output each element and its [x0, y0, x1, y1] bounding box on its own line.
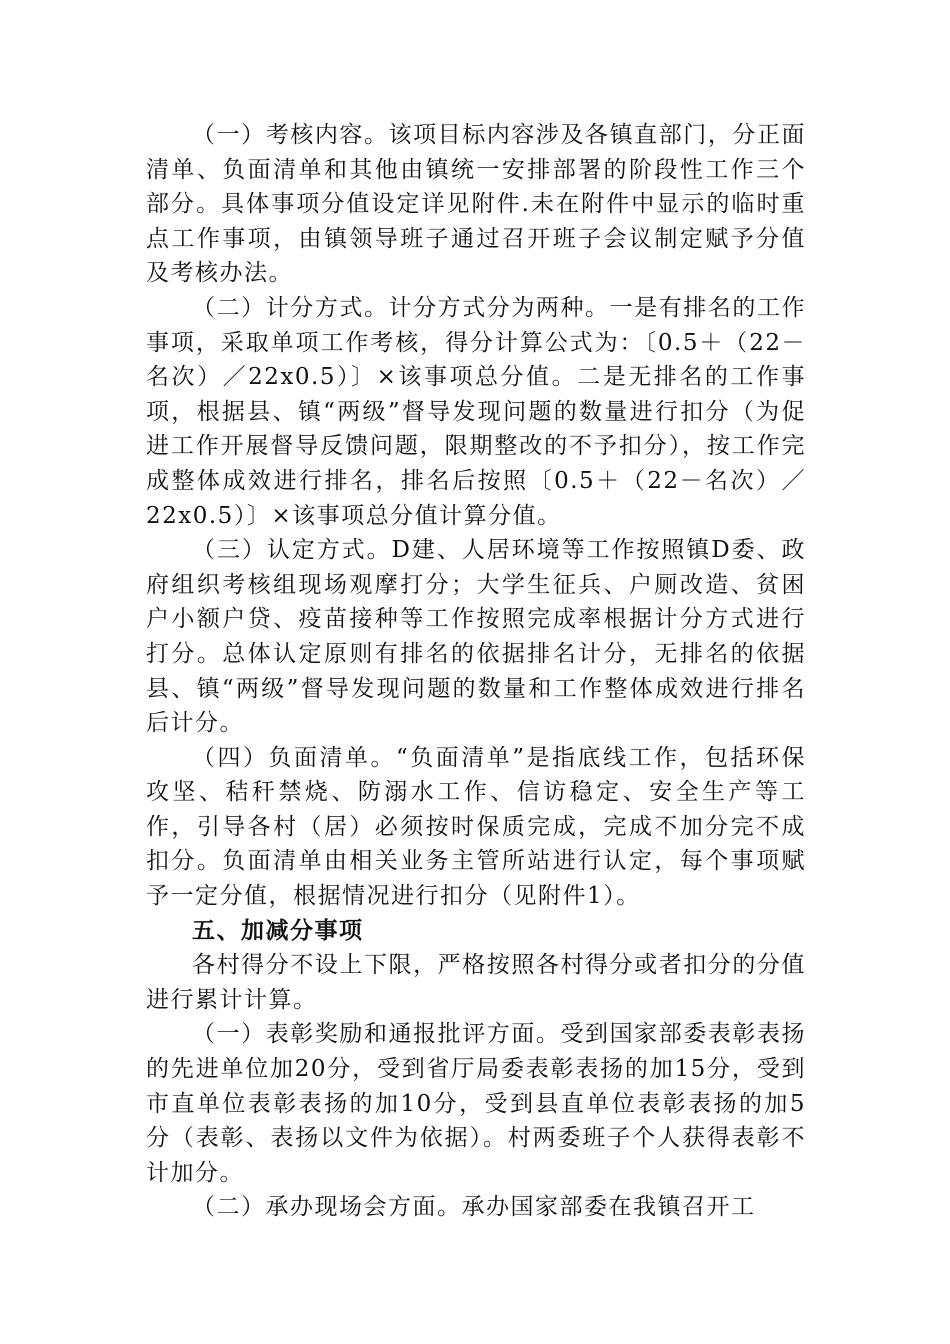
section-heading-bonus-deduction: 五、加减分事项: [192, 917, 364, 944]
paragraph-hosting-meetings: （二）承办现场会方面。承办国家部委在我镇召开工: [192, 1194, 756, 1221]
paragraph-determination-method: （三）认定方式。D建、人居环境等工作按照镇D委、政府组织考核组现场观摩打分；大学生征兵、户厕改造、贫困户小额户贷、疫苗接种等工作按照完成率根据计分方式进行打分。总体认定原则有排名的依据排名计分，无排名的依据县、镇“两级”督导发现问题的数量和工作整体成效进行排名后计分。: [146, 537, 806, 737]
paragraph-bonus-intro: 各村得分不设上下限，严格按照各村得分或者扣分的分值进行累计计算。: [146, 952, 806, 1013]
paragraph-negative-list: （四）负面清单。“负面清单”是指底线工作，包括环保攻坚、秸秆禁烧、防溺水工作、信访稳定、安全生产等工作，引导各村（居）必须按时保质完成，完成不加分完不成扣分。负面清单由相关业务主管所站进行认定，每个事项赋予一定分值，根据情况进行扣分（见附件1）。: [146, 744, 806, 910]
document-page: [146, 118, 806, 1225]
paragraph-commendation: （一）表彰奖励和通报批评方面。受到国家部委表彰表扬的先进单位加20分，受到省厅局委表彰表扬的加15分，受到市直单位表彰表扬的加10分，受到县直单位表彰表扬的加5分（表彰、表扬以文件为依据）。村两委班子个人获得表彰不计加分。: [146, 1021, 806, 1186]
paragraph-assessment-content: （一）考核内容。该项目标内容涉及各镇直部门，分正面清单、负面清单和其他由镇统一安排部署的阶段性工作三个部分。具体事项分值设定详见附件.未在附件中显示的临时重点工作事项，由镇领导班子通过召开班子会议制定赋予分值及考核办法。: [146, 122, 806, 287]
paragraph-scoring-method: （二）计分方式。计分方式分为两种。一是有排名的工作事项，采取单项工作考核，得分计算公式为：〔0.5＋（22－名次）／22x0.5）〕×该事项总分值。二是无排名的工作事项，根据县、镇“两级”督导发现问题的数量进行扣分（为促进工作开展督导反馈问题，限期整改的不予扣分），按工作完成整体成效进行排名，排名后按照〔0.5＋（22－名次）／22x0.5）〕×该事项总分值计算分值。: [146, 294, 806, 529]
